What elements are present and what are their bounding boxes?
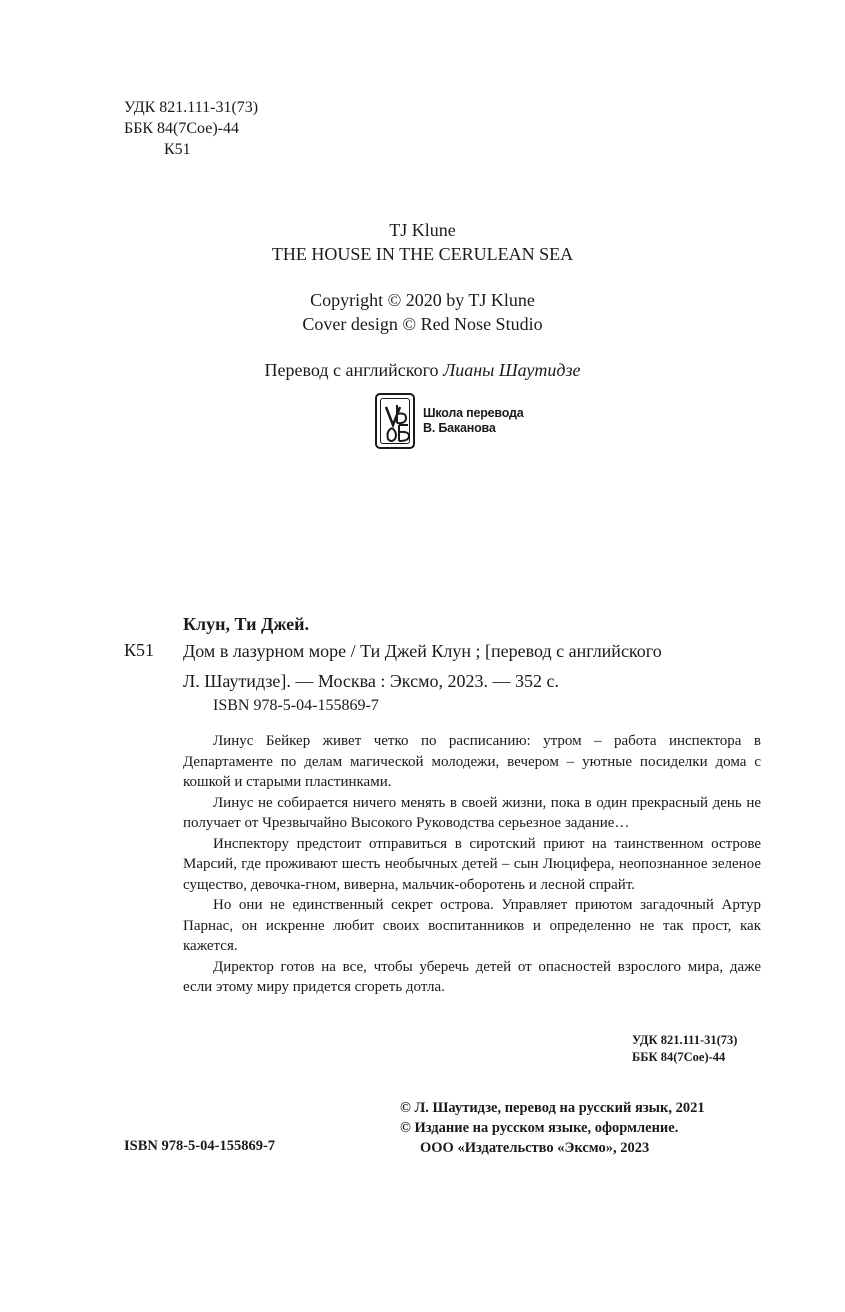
original-title: THE HOUSE IN THE CERULEAN SEA — [271, 244, 574, 264]
cover-design-credit: Cover design © Red Nose Studio — [302, 314, 543, 334]
right-classification-codes — [632, 1032, 737, 1066]
translator-name: Лианы Шаутидзе — [443, 360, 581, 380]
logo-line-1: Школа перевода — [423, 406, 524, 420]
vb-logo-icon — [375, 393, 415, 449]
edition-copyright: © Издание на русском языке, оформление. — [400, 1120, 679, 1136]
author-mark: К51 — [164, 141, 191, 158]
bottom-isbn: ISBN 978-5-04-155869-7 — [124, 1138, 276, 1154]
bbk-code: ББК 84(7Сое)-44 — [124, 120, 239, 137]
biblio-author-mark: К51 — [124, 640, 155, 660]
annotation-paragraph: Директор готов на все, чтобы уберечь детей от опасностей взрослого мира, даже если этому миру придется сгореть дотла. — [183, 958, 761, 995]
translation-prefix: Перевод с английского — [264, 360, 439, 380]
biblio-isbn: ISBN 978-5-04-155869-7 — [213, 697, 379, 714]
original-author: TJ Klune — [389, 220, 456, 240]
udk-code-right: УДК 821.111-31(73) — [632, 1033, 738, 1047]
annotation-paragraph: Линус Бейкер живет четко по расписанию: утром – работа инспектора в Департаменте по делам магической молодежи, вечером – уютные посиделки дома с кошкой и старыми пластинками. — [183, 733, 761, 790]
logo-text — [423, 406, 524, 436]
logo-line-2: В. Баканова — [423, 421, 496, 435]
copyright-block — [0, 288, 845, 336]
bbk-code-right: ББК 84(7Сое)-44 — [632, 1050, 726, 1064]
biblio-line-1: Дом в лазурном море / Ти Джей Клун ; [перевод с английского — [183, 641, 662, 661]
translation-credit — [0, 358, 845, 382]
original-title-block — [0, 218, 845, 266]
copyright-notices — [400, 1098, 705, 1158]
biblio-author-heading: Клун, Ти Джей. — [183, 614, 310, 634]
annotation — [183, 731, 761, 998]
udk-code: УДК 821.111-31(73) — [124, 99, 259, 116]
publisher-copyright: ООО «Издательство «Эксмо», 2023 — [420, 1140, 650, 1156]
top-classification-codes — [124, 97, 258, 160]
translation-copyright: © Л. Шаутидзе, перевод на русский язык, 2021 — [400, 1100, 705, 1116]
annotation-paragraph: Инспектору предстоит отправиться в сиротский приют на таинственном острове Марсий, где проживают шесть необычных детей – сын Люцифера, неопознанное зеленое существо, девочка-гном, виверна, мальчик-оборотень и лесной спрайт. — [183, 835, 761, 893]
translation-school-logo — [375, 390, 524, 452]
biblio-description — [183, 638, 761, 694]
copyright-text: Copyright © 2020 by TJ Klune — [310, 290, 535, 310]
annotation-paragraph: Но они не единственный секрет острова. Управляет приютом загадочный Артур Парнас, он искренне любит своих воспитанников и определенно не так прост, как кажется. — [183, 897, 761, 954]
biblio-line-2: Л. Шаутидзе]. — Москва : Эксмо, 2023. — 352 с. — [183, 671, 559, 691]
annotation-paragraph: Линус не собирается ничего менять в своей жизни, пока в один прекрасный день не получает от Чрезвычайно Высокого Руководства серьезное задание… — [183, 794, 761, 831]
